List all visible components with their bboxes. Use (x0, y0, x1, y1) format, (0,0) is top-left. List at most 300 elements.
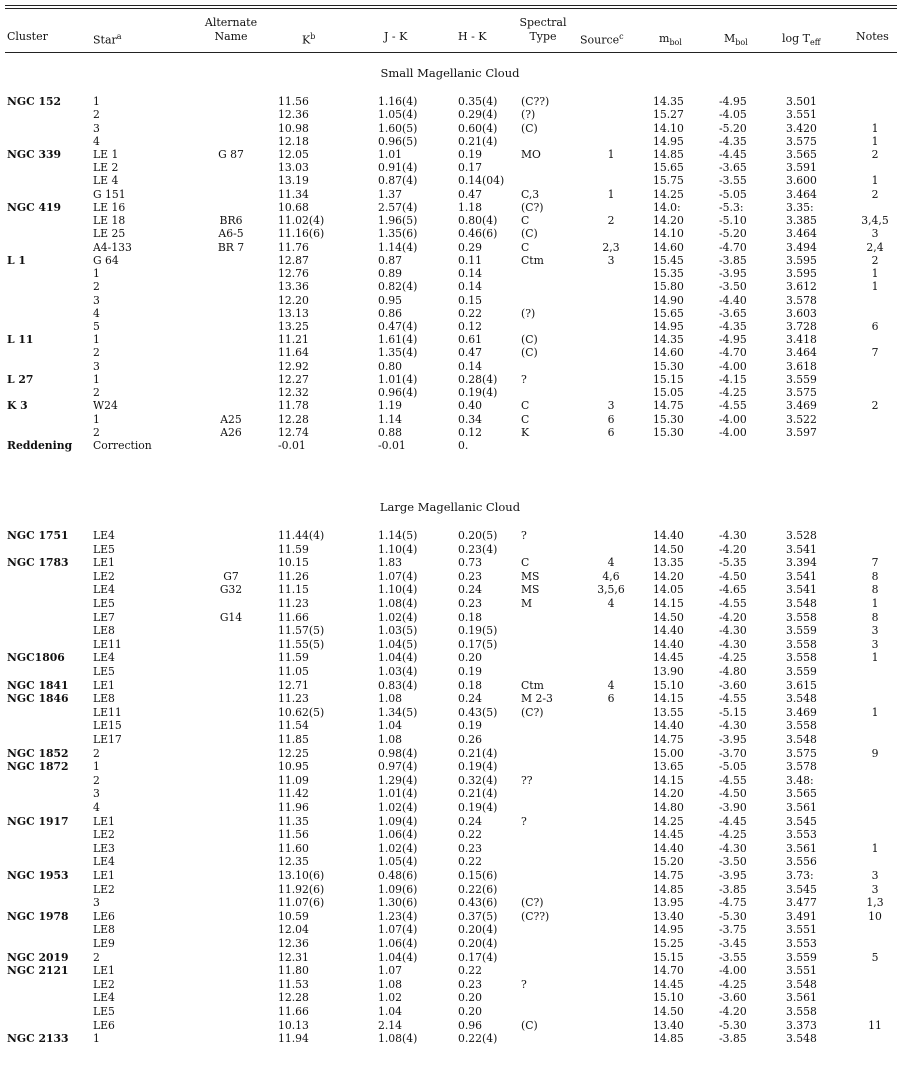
mbol-absolute-cell: -4.70 (719, 346, 747, 360)
spectral-type-cell: ? (521, 977, 527, 991)
mbol-apparent-cell: 14.95 (653, 923, 684, 937)
j-k-cell: 0.48(6) (378, 869, 418, 882)
h-k-cell: 0.22 (458, 855, 483, 869)
cluster-cell: K 3 (7, 399, 28, 413)
log-teff-cell: 3.464 (786, 187, 817, 201)
notes-cell: 2 (871, 253, 879, 267)
spectral-type-cell: ? (521, 814, 527, 828)
k-mag-cell: 12.04 (278, 923, 309, 937)
source-cell: 6 (607, 692, 615, 706)
j-k-cell: 1.06(4) (378, 828, 418, 842)
notes-cell: 3 (871, 882, 879, 896)
cluster-cell: NGC 419 (7, 200, 61, 214)
star-cell: 3 (93, 359, 100, 373)
h-k-cell: 0.17 (458, 161, 483, 175)
k-mag-cell: 11.80 (278, 964, 309, 978)
table-row (0, 360, 900, 373)
table-row (0, 719, 900, 732)
h-k-cell: 0.23 (458, 841, 483, 855)
h-k-cell: 0.22(6) (458, 882, 498, 896)
star-cell: LE15 (93, 719, 122, 733)
table-row (0, 801, 900, 814)
mbol-absolute-cell: -3.45 (719, 937, 747, 950)
table-row (0, 346, 900, 359)
mbol-absolute-cell: -5.10 (719, 214, 747, 228)
k-mag-cell: 11.66 (278, 610, 309, 624)
h-k-cell: 0.22 (458, 306, 483, 320)
cluster-cell: NGC 1846 (7, 692, 69, 706)
table-row (0, 174, 900, 187)
alternate-name-cell: A6-5 (218, 227, 244, 241)
mbol-apparent-cell: 13.95 (653, 896, 684, 910)
mbol-apparent-cell: 14.95 (653, 134, 684, 148)
source-cell: 3 (607, 399, 615, 413)
notes-cell: 6 (871, 319, 879, 333)
mbol-apparent-cell: 15.20 (653, 855, 684, 869)
j-k-cell: -0.01 (378, 439, 406, 452)
log-teff-cell: 3.464 (786, 227, 817, 241)
star-cell: 1 (93, 412, 100, 426)
j-k-cell: 1.16(4) (378, 95, 418, 108)
log-teff-cell: 3.578 (786, 760, 817, 774)
h-k-cell: 0.19(4) (458, 801, 498, 814)
header-spectral-type: Spectral Type (519, 16, 567, 43)
mbol-absolute-cell: -4.95 (719, 95, 747, 108)
h-k-cell: 0.18 (458, 610, 483, 624)
h-k-cell: 0.11 (458, 253, 483, 267)
j-k-cell: 1.96(5) (378, 214, 418, 228)
log-teff-cell: 3.553 (786, 937, 817, 950)
mbol-absolute-cell: -4.25 (719, 828, 747, 842)
table-row (0, 439, 900, 452)
mbol-absolute-cell: -4.40 (719, 293, 747, 307)
log-teff-cell: 3.551 (786, 108, 817, 122)
k-mag-cell: 11.07(6) (278, 896, 325, 910)
mbol-apparent-cell: 15.45 (653, 253, 684, 267)
star-cell: LE8 (93, 624, 115, 638)
k-mag-cell: 12.71 (278, 678, 309, 692)
mbol-apparent-cell: 14.05 (653, 583, 684, 597)
source-cell: 2 (607, 214, 615, 228)
spectral-type-cell: MO (521, 147, 541, 161)
h-k-cell: 0.35(4) (458, 95, 498, 108)
j-k-cell: 1.04(4) (378, 651, 418, 665)
h-k-cell: 0. (458, 439, 469, 452)
spectral-type-cell: ? (521, 529, 527, 542)
notes-cell: 3,4,5 (861, 214, 889, 228)
mbol-apparent-cell: 14.75 (653, 733, 684, 746)
star-cell: Correction (93, 439, 152, 452)
star-cell: G 64 (93, 253, 119, 267)
table-row (0, 399, 900, 412)
j-k-cell: 1.08(4) (378, 1032, 418, 1046)
h-k-cell: 0.40 (458, 399, 483, 413)
table-row (0, 122, 900, 135)
log-teff-cell: 3.559 (786, 372, 817, 386)
h-k-cell: 0.18 (458, 678, 483, 692)
j-k-cell: 0.47(4) (378, 319, 418, 333)
notes-cell: 8 (871, 610, 879, 624)
log-teff-cell: 3.559 (786, 624, 817, 638)
j-k-cell: 1.10(4) (378, 583, 418, 597)
j-k-cell: 1.09(4) (378, 814, 418, 828)
spectral-type-cell: (C?) (521, 705, 544, 719)
mbol-apparent-cell: 14.60 (653, 240, 684, 254)
mbol-apparent-cell: 14.20 (653, 787, 684, 801)
log-teff-cell: 3.545 (786, 882, 817, 896)
h-k-cell: 0.19 (458, 147, 483, 161)
h-k-cell: 0.23 (458, 569, 483, 583)
h-k-cell: 0.20 (458, 1005, 483, 1018)
log-teff-cell: 3.548 (786, 733, 817, 746)
spectral-type-cell: MS (521, 583, 540, 597)
h-k-cell: 0.14 (458, 359, 483, 373)
source-cell: 1 (607, 147, 615, 161)
mbol-absolute-cell: -4.15 (719, 372, 747, 386)
notes-cell: 3 (871, 637, 879, 651)
j-k-cell: 0.96(4) (378, 386, 418, 400)
table-row (0, 665, 900, 678)
h-k-cell: 0.46(6) (458, 227, 498, 241)
mbol-absolute-cell: -4.55 (719, 399, 747, 413)
table-row (0, 1032, 900, 1045)
star-cell: 4 (93, 306, 100, 320)
spectral-type-cell: MS (521, 569, 540, 583)
header-h-k: H - K (458, 30, 487, 43)
j-k-cell: 0.97(4) (378, 760, 418, 774)
mbol-absolute-cell: -5.15 (719, 705, 747, 719)
h-k-cell: 0.14 (458, 267, 483, 280)
mbol-apparent-cell: 13.65 (653, 760, 684, 774)
k-mag-cell: 11.15 (278, 583, 309, 597)
star-cell: LE 18 (93, 214, 126, 228)
log-teff-cell: 3.615 (786, 678, 817, 692)
notes-cell: 1 (871, 121, 879, 135)
log-teff-cell: 3.558 (786, 719, 817, 733)
log-teff-cell: 3.548 (786, 977, 817, 991)
log-teff-cell: 3.561 (786, 991, 817, 1005)
mbol-apparent-cell: 14.75 (653, 869, 684, 882)
k-mag-cell: 11.23 (278, 692, 309, 706)
spectral-type-cell: C (521, 412, 530, 426)
k-mag-cell: 10.13 (278, 1018, 309, 1032)
star-cell: LE4 (93, 529, 115, 542)
k-mag-cell: 11.94 (278, 1032, 309, 1046)
table-row (0, 774, 900, 787)
j-k-cell: 1.07 (378, 964, 403, 978)
star-cell: LE1 (93, 869, 115, 882)
notes-cell: 7 (871, 556, 879, 570)
h-k-cell: 0.20(4) (458, 923, 498, 937)
k-mag-cell: 12.92 (278, 359, 309, 373)
j-k-cell: 1.83 (378, 556, 403, 570)
k-mag-cell: 13.03 (278, 161, 309, 175)
k-mag-cell: 12.27 (278, 372, 309, 386)
mbol-absolute-cell: -4.30 (719, 841, 747, 855)
log-teff-cell: 3.575 (786, 746, 817, 760)
k-mag-cell: 11.64 (278, 346, 309, 360)
j-k-cell: 2.14 (378, 1018, 403, 1032)
j-k-cell: 1.30(6) (378, 896, 418, 910)
mbol-apparent-cell: 14.85 (653, 1032, 684, 1046)
header-alternate-name: Alternate Name (204, 16, 258, 43)
j-k-cell: 1.02(4) (378, 841, 418, 855)
j-k-cell: 1.19 (378, 399, 403, 413)
j-k-cell: 0.89 (378, 267, 403, 280)
cluster-cell: NGC 1852 (7, 746, 69, 760)
mbol-apparent-cell: 14.50 (653, 1005, 684, 1018)
mbol-absolute-cell: -5.30 (719, 1018, 747, 1032)
star-cell: LE 16 (93, 200, 126, 214)
j-k-cell: 1.03(4) (378, 665, 418, 678)
star-cell: LE 1 (93, 147, 119, 161)
j-k-cell: 0.98(4) (378, 746, 418, 760)
log-teff-cell: 3.501 (786, 95, 817, 108)
h-k-cell: 0.73 (458, 556, 483, 570)
k-mag-cell: 10.62(5) (278, 705, 325, 719)
k-mag-cell: 13.25 (278, 319, 309, 333)
mbol-absolute-cell: -5.35 (719, 556, 747, 570)
log-teff-cell: 3.528 (786, 529, 817, 542)
j-k-cell: 1.08 (378, 977, 403, 991)
header-source: Source$^c$ (580, 32, 624, 47)
log-teff-cell: 3.558 (786, 651, 817, 665)
mbol-absolute-cell: -3.90 (719, 801, 747, 814)
mbol-apparent-cell: 14.40 (653, 637, 684, 651)
j-k-cell: 1.03(5) (378, 624, 418, 638)
star-cell: LE1 (93, 814, 115, 828)
star-cell: LE5 (93, 665, 115, 678)
mbol-absolute-cell: -5.20 (719, 227, 747, 241)
table-row (0, 883, 900, 896)
spectral-type-cell: (C?) (521, 896, 544, 910)
k-mag-cell: 13.36 (278, 280, 309, 294)
mbol-apparent-cell: 14.45 (653, 828, 684, 842)
star-cell: 2 (93, 108, 100, 122)
log-teff-cell: 3.612 (786, 280, 817, 294)
spectral-type-cell: Ctm (521, 678, 544, 692)
log-teff-cell: 3.551 (786, 964, 817, 978)
alternate-name-cell: G14 (219, 610, 243, 624)
j-k-cell: 0.96(5) (378, 134, 418, 148)
star-cell: LE2 (93, 569, 115, 583)
mbol-absolute-cell: -3.55 (719, 174, 747, 188)
mbol-apparent-cell: 14.15 (653, 692, 684, 706)
source-cell: 4 (607, 678, 615, 692)
mbol-absolute-cell: -4.80 (719, 665, 747, 678)
h-k-cell: 0.22(4) (458, 1032, 498, 1046)
mbol-absolute-cell: -4.20 (719, 610, 747, 624)
table-row (0, 373, 900, 386)
star-cell: 1 (93, 760, 100, 774)
mbol-apparent-cell: 14.75 (653, 399, 684, 413)
mbol-apparent-cell: 14.0: (653, 200, 681, 214)
log-teff-cell: 3.541 (786, 569, 817, 583)
mbol-apparent-cell: 14.10 (653, 121, 684, 135)
star-cell: 2 (93, 773, 100, 787)
star-cell: LE17 (93, 733, 122, 746)
mbol-absolute-cell: -3.85 (719, 253, 747, 267)
h-k-cell: 0.17(4) (458, 950, 498, 964)
h-k-cell: 0.22 (458, 964, 483, 978)
h-k-cell: 0.29(4) (458, 108, 498, 122)
notes-cell: 1 (871, 267, 879, 280)
log-teff-cell: 3.578 (786, 293, 817, 307)
cluster-cell: L 27 (7, 372, 34, 386)
k-mag-cell: 10.98 (278, 121, 309, 135)
k-mag-cell: 12.28 (278, 412, 309, 426)
mbol-absolute-cell: -4.35 (719, 134, 747, 148)
cluster-cell: L 1 (7, 253, 26, 267)
log-teff-cell: 3.48: (786, 773, 814, 787)
table-row (0, 294, 900, 307)
table-row (0, 148, 900, 161)
star-cell: LE2 (93, 977, 115, 991)
table-row (0, 95, 900, 108)
h-k-cell: 0.20(5) (458, 529, 498, 542)
star-cell: LE4 (93, 855, 115, 869)
log-teff-cell: 3.469 (786, 399, 817, 413)
h-k-cell: 0.43(6) (458, 896, 498, 910)
mbol-absolute-cell: -4.50 (719, 787, 747, 801)
spectral-type-cell: ? (521, 372, 527, 386)
source-cell: 2,3 (602, 240, 620, 254)
table-row (0, 543, 900, 556)
table-row (0, 638, 900, 651)
k-mag-cell: 11.34 (278, 187, 309, 201)
j-k-cell: 1.35(4) (378, 346, 418, 360)
k-mag-cell: 11.96 (278, 801, 309, 814)
table-row (0, 964, 900, 977)
log-teff-cell: 3.575 (786, 134, 817, 148)
j-k-cell: 1.07(4) (378, 569, 418, 583)
source-cell: 6 (607, 412, 615, 426)
table-row (0, 978, 900, 991)
star-cell: LE2 (93, 882, 115, 896)
spectral-type-cell: (?) (521, 306, 536, 320)
log-teff-cell: 3.556 (786, 855, 817, 869)
table-row (0, 624, 900, 637)
header-star: Star$^a$ (93, 32, 122, 47)
spectral-type-cell: (C??) (521, 95, 550, 108)
spectral-type-cell: C (521, 399, 530, 413)
mbol-apparent-cell: 15.15 (653, 950, 684, 964)
j-k-cell: 1.29(4) (378, 773, 418, 787)
j-k-cell: 0.80 (378, 359, 403, 373)
mbol-absolute-cell: -5.3: (719, 200, 744, 214)
alternate-name-cell: G 87 (218, 147, 244, 161)
k-mag-cell: 11.56 (278, 95, 309, 108)
header-cluster: Cluster (7, 30, 48, 43)
mbol-absolute-cell: -5.05 (719, 760, 747, 774)
log-teff-cell: 3.545 (786, 814, 817, 828)
table-row (0, 951, 900, 964)
mbol-apparent-cell: 14.90 (653, 293, 684, 307)
k-mag-cell: 11.57(5) (278, 624, 325, 638)
mbol-absolute-cell: -3.65 (719, 161, 747, 175)
k-mag-cell: 11.92(6) (278, 882, 325, 896)
mbol-apparent-cell: 15.75 (653, 174, 684, 188)
star-cell: LE4 (93, 991, 115, 1005)
mbol-apparent-cell: 13.40 (653, 909, 684, 923)
log-teff-cell: 3.618 (786, 359, 817, 373)
j-k-cell: 1.08 (378, 733, 403, 746)
table-row (0, 214, 900, 227)
table-row (0, 267, 900, 280)
mbol-absolute-cell: -3.50 (719, 280, 747, 294)
star-cell: LE5 (93, 542, 115, 556)
k-mag-cell: 12.74 (278, 425, 309, 439)
j-k-cell: 1.05(4) (378, 855, 418, 869)
table-row (0, 828, 900, 841)
mbol-apparent-cell: 15.30 (653, 425, 684, 439)
cluster-cell: NGC 1751 (7, 529, 69, 542)
star-cell: 2 (93, 386, 100, 400)
mbol-apparent-cell: 15.15 (653, 372, 684, 386)
j-k-cell: 0.83(4) (378, 678, 418, 692)
notes-cell: 1 (871, 134, 879, 148)
table-row (0, 1005, 900, 1018)
log-teff-cell: 3.35: (786, 200, 814, 214)
table-row (0, 280, 900, 293)
alternate-name-cell: BR6 (219, 214, 243, 228)
table-row (0, 896, 900, 909)
star-cell: LE7 (93, 610, 115, 624)
star-cell: 1 (93, 333, 100, 347)
j-k-cell: 1.07(4) (378, 923, 418, 937)
table-row (0, 227, 900, 240)
k-mag-cell: 11.42 (278, 787, 309, 801)
mbol-apparent-cell: 14.40 (653, 841, 684, 855)
log-teff-cell: 3.553 (786, 828, 817, 842)
notes-cell: 5 (871, 950, 879, 964)
log-teff-cell: 3.548 (786, 1032, 817, 1046)
mbol-absolute-cell: -4.25 (719, 651, 747, 665)
source-cell: 1 (607, 187, 615, 201)
h-k-cell: 0.12 (458, 319, 483, 333)
log-teff-cell: 3.522 (786, 412, 817, 426)
h-k-cell: 0.60(4) (458, 121, 498, 135)
notes-cell: 10 (868, 909, 882, 923)
table-row (0, 787, 900, 800)
j-k-cell: 1.10(4) (378, 542, 418, 556)
log-teff-cell: 3.385 (786, 214, 817, 228)
k-mag-cell: 11.59 (278, 542, 309, 556)
j-k-cell: 0.91(4) (378, 161, 418, 175)
k-mag-cell: 11.53 (278, 977, 309, 991)
star-cell: LE3 (93, 841, 115, 855)
star-cell: 5 (93, 319, 100, 333)
log-teff-cell: 3.418 (786, 333, 817, 347)
k-mag-cell: 12.28 (278, 991, 309, 1005)
mbol-apparent-cell: 13.55 (653, 705, 684, 719)
notes-cell: 1 (871, 280, 879, 294)
mbol-absolute-cell: -5.05 (719, 187, 747, 201)
log-teff-cell: 3.559 (786, 665, 817, 678)
mbol-apparent-cell: 14.70 (653, 964, 684, 978)
mbol-apparent-cell: 15.65 (653, 161, 684, 175)
table-row (0, 556, 900, 569)
log-teff-cell: 3.561 (786, 801, 817, 814)
table-row (0, 910, 900, 923)
j-k-cell: 1.08(4) (378, 597, 418, 610)
header-notes: Notes (856, 30, 889, 43)
star-cell: LE6 (93, 1018, 115, 1032)
star-cell: 3 (93, 121, 100, 135)
j-k-cell: 1.23(4) (378, 909, 418, 923)
mbol-apparent-cell: 15.10 (653, 678, 684, 692)
log-teff-cell: 3.558 (786, 637, 817, 651)
